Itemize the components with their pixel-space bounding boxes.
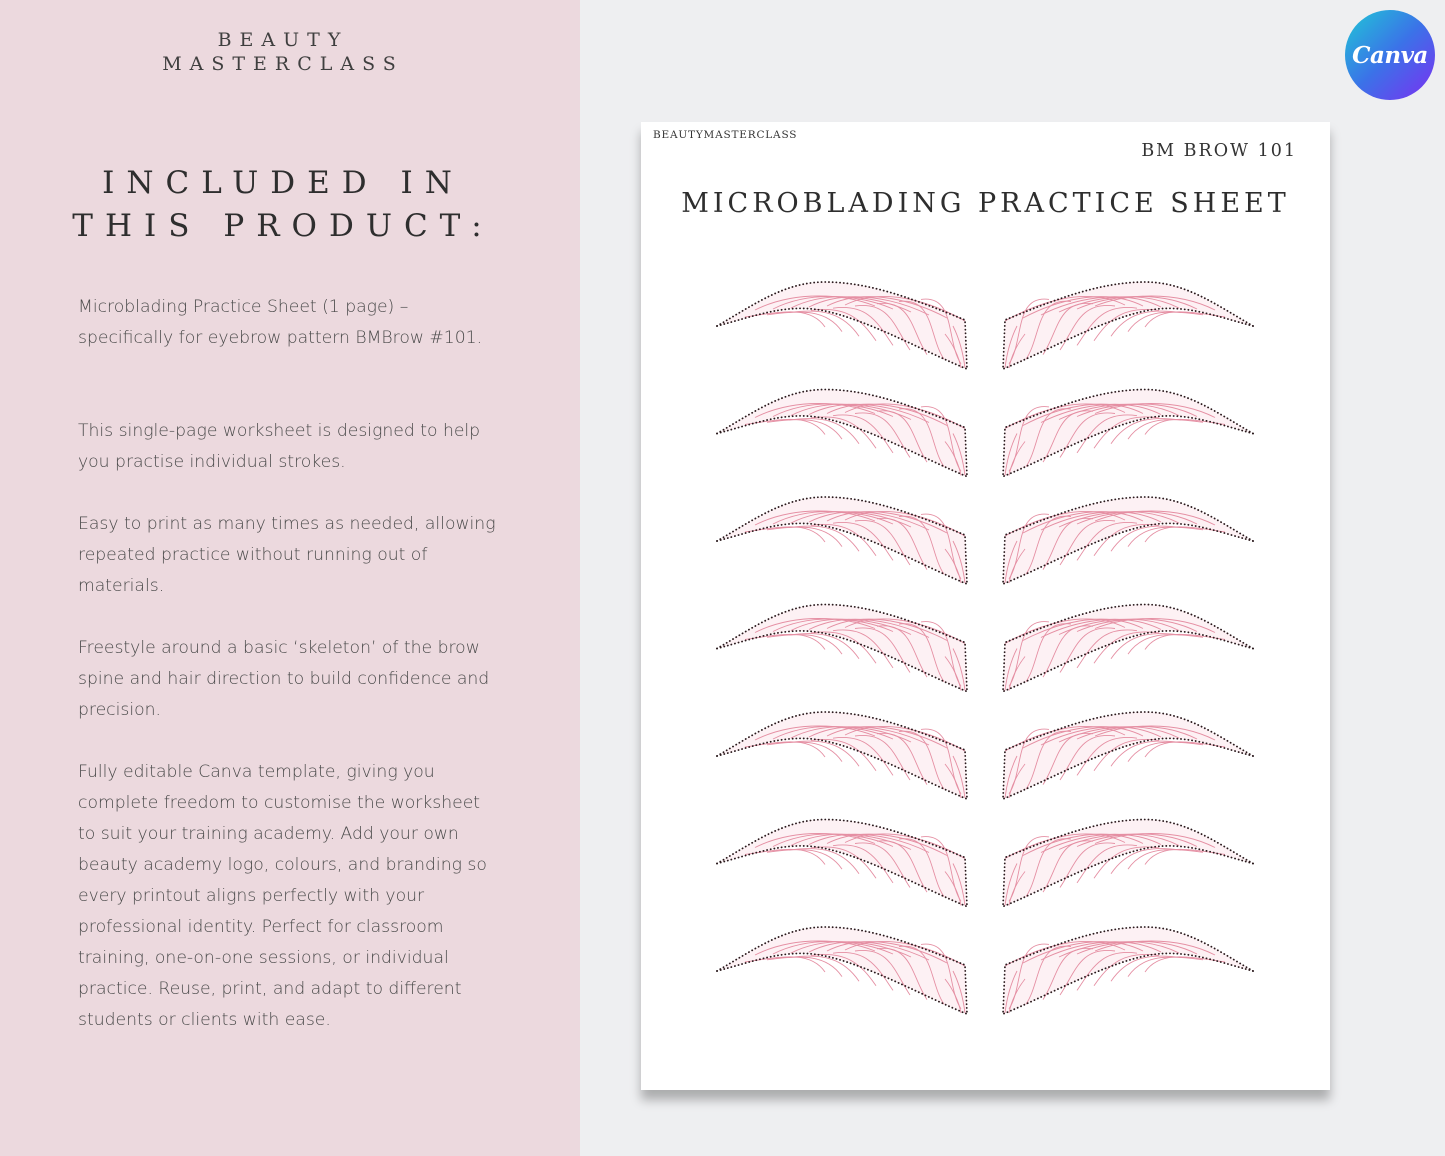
eyebrow-template (1003, 497, 1253, 584)
brow-fill (717, 282, 967, 369)
brow-fill (1003, 390, 1253, 477)
brow-fill (717, 390, 967, 477)
sheet-brand: BEAUTYMASTERCLASS (653, 129, 798, 141)
description-paragraph: Freestyle around a basic ‘skeleton’ of the brow spine and hair direction to build confidence and precision. (78, 638, 490, 720)
brow-fill (1003, 605, 1253, 692)
hair-stroke (1128, 850, 1203, 870)
hair-stroke (767, 742, 842, 762)
hair-stroke (767, 635, 842, 655)
left-panel (0, 0, 580, 1156)
brand-name-line1: BEAUTY (217, 29, 349, 51)
hair-stroke (767, 420, 842, 440)
brow-fill (717, 820, 967, 907)
brow-fill (1003, 497, 1253, 584)
eyebrow-template (1003, 390, 1253, 477)
eyebrow-grid (641, 122, 1330, 1090)
eyebrow-template (1003, 282, 1253, 369)
heading-line2: THIS PRODUCT: (72, 208, 494, 244)
eyebrow-template (1003, 712, 1253, 799)
eyebrow-template (717, 820, 967, 907)
hair-stroke (1128, 312, 1203, 332)
brow-fill (1003, 820, 1253, 907)
canva-logo-text: Canva (1352, 41, 1428, 69)
eyebrow-template (717, 497, 967, 584)
eyebrow-template (717, 390, 967, 477)
hair-stroke (1128, 742, 1203, 762)
hair-stroke (1128, 957, 1203, 977)
brow-fill (1003, 282, 1253, 369)
brow-fill (717, 927, 967, 1014)
hair-stroke (767, 850, 842, 870)
sheet-title: MICROBLADING PRACTICE SHEET (681, 188, 1290, 219)
heading-line1: INCLUDED IN (102, 165, 464, 201)
hair-stroke (767, 957, 842, 977)
brand-name-line2: MASTERCLASS (162, 53, 404, 75)
eyebrow-template (1003, 605, 1253, 692)
description-paragraph: This single-page worksheet is designed to help you practise individual strokes. (78, 421, 481, 472)
hair-stroke (1128, 635, 1203, 655)
description-paragraph: Fully editable Canva template, giving you complete freedom to customise the worksheet to suit your training academy. Add your own beauty academy logo, colours, and branding so every printout aligns perfectly with your professional identity. Perfect for classroom training, one-on-one sessions, or individual practice. Reuse, print, and adapt to different students or clients with ease. (78, 762, 487, 1030)
description-paragraph: Easy to print as many times as needed, allowing repeated practice without running out of materials. (78, 514, 496, 596)
eyebrow-template (1003, 927, 1253, 1014)
brow-fill (717, 497, 967, 584)
practice-sheet-preview (641, 122, 1330, 1090)
eyebrow-template (717, 927, 967, 1014)
description-paragraph: Microblading Practice Sheet (1 page) – specifically for eyebrow pattern BMBrow #101. (78, 297, 483, 348)
brow-fill (1003, 712, 1253, 799)
hair-stroke (767, 312, 842, 332)
canva-logo-badge (1345, 10, 1435, 100)
sheet-pattern-code: BM BROW 101 (1141, 141, 1297, 161)
eyebrow-template (717, 712, 967, 799)
brow-fill (717, 605, 967, 692)
brow-fill (717, 712, 967, 799)
eyebrow-template (1003, 820, 1253, 907)
hair-stroke (1128, 420, 1203, 440)
eyebrow-template (717, 282, 967, 369)
hair-stroke (1128, 527, 1203, 547)
hair-stroke (767, 527, 842, 547)
eyebrow-template (717, 605, 967, 692)
brow-fill (1003, 927, 1253, 1014)
